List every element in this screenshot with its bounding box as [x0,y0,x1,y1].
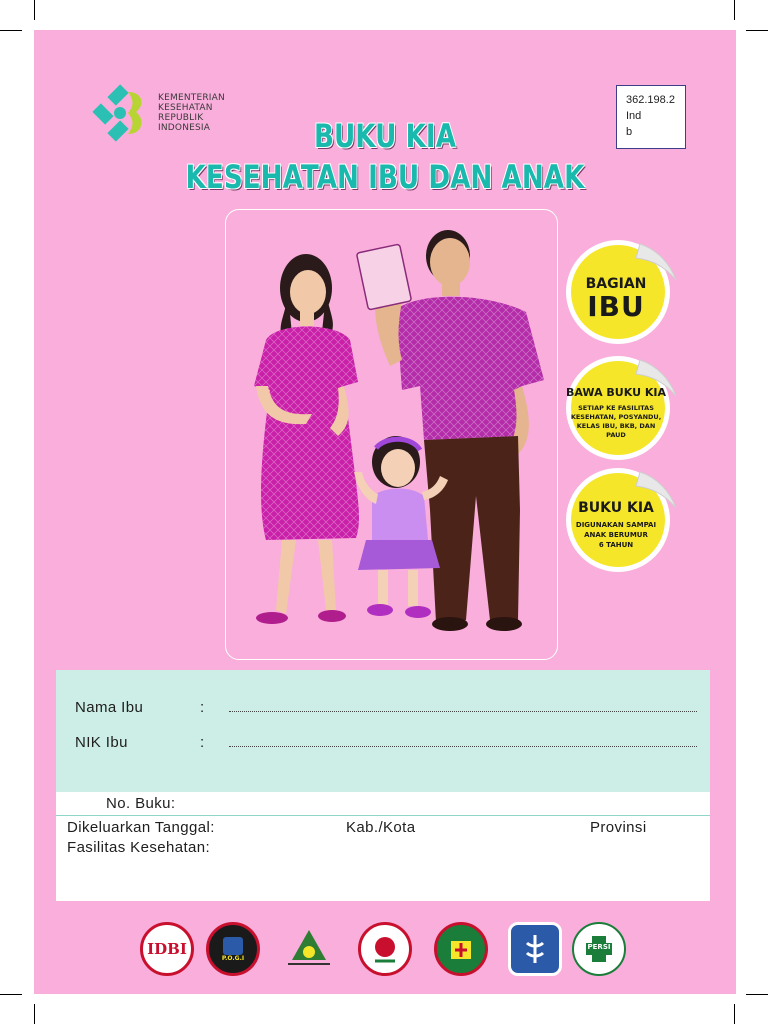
crop-mark [34,0,35,20]
catalog-line: Ind [626,110,642,122]
no-buku-label: No. Buku: [106,795,176,812]
mother-figure [254,254,359,624]
sticker-body [560,404,672,440]
sticker-body-line: 6 TAHUN [598,541,634,549]
sticker-body [560,520,672,550]
sticker-body-line: SETIAP KE FASILITAS [578,404,654,412]
nik-ibu-label: NIK Ibu [75,734,128,751]
ministry-line: KEMENTERIAN [158,93,225,103]
sticker-body-line: KELAS IBU, BKB, DAN [576,422,656,430]
pkk-logo-icon [358,922,412,976]
book-subtitle: KESEHATAN IBU DAN ANAK [185,158,585,196]
sticker-badge-icon [560,464,682,572]
ministry-line: INDONESIA [158,123,211,133]
sticker-body-line: KESEHATAN, POSYANDU, [570,413,662,421]
nama-ibu-label: Nama Ibu [75,699,144,716]
sticker-bagian-ibu [560,236,682,344]
sticker-bawa-buku-kia [560,352,682,460]
book-cover [34,30,736,994]
logo-letters: IDBI [147,940,187,958]
crop-mark [0,30,22,31]
ikatan-dokter-anak-logo-icon [282,922,336,976]
persi-logo-icon [508,922,562,976]
sticker-buku-kia [560,464,682,572]
family-illustration [225,209,558,660]
persi-green-logo-icon [572,922,626,976]
sticker-big-text: IBU [587,290,645,323]
book-issue-form [56,792,710,901]
idai-logo-icon [140,922,194,976]
organization-logos [34,916,736,980]
sticker-body-line: PAUD [606,431,626,439]
sticker-heading: BAGIAN [585,276,647,292]
crop-mark [34,1004,35,1024]
colon: : [200,699,205,716]
crop-mark [734,0,735,20]
crop-mark [746,994,768,995]
sticker-body-line: ANAK BERUMUR [584,531,648,539]
ministry-line: KESEHATAN [158,103,213,113]
kab-kota-label: Kab./Kota [346,819,416,836]
sticker-heading: BAWA BUKU KIA [566,386,666,399]
logo-letters: P.O.G.I [221,955,245,962]
colon: : [200,734,205,751]
ibi-logo-icon [434,922,488,976]
dikeluarkan-tanggal-label: Dikeluarkan Tanggal: [67,819,215,836]
book-title: BUKU KIA [313,117,457,155]
provinsi-label: Provinsi [590,819,647,836]
nik-ibu-field[interactable] [229,746,697,747]
sticker-heading: BUKU KIA [578,500,654,516]
nama-ibu-field[interactable] [229,711,697,712]
logo-letters: PERSI [587,943,611,951]
ministry-line: REPUBLIK [158,113,204,123]
crop-mark [734,1004,735,1024]
catalog-line: 362.198.2 [626,94,675,106]
divider-line [56,815,710,816]
mother-identity-form [56,670,710,792]
pogi-logo-icon [206,922,260,976]
family-illustration-icon [226,210,557,659]
crop-mark [746,30,768,31]
fasilitas-kesehatan-label: Fasilitas Kesehatan: [67,839,211,856]
catalog-line: b [626,126,633,138]
sticker-body-line: DIGUNAKAN SAMPAI [575,521,657,529]
crop-mark [0,994,22,995]
